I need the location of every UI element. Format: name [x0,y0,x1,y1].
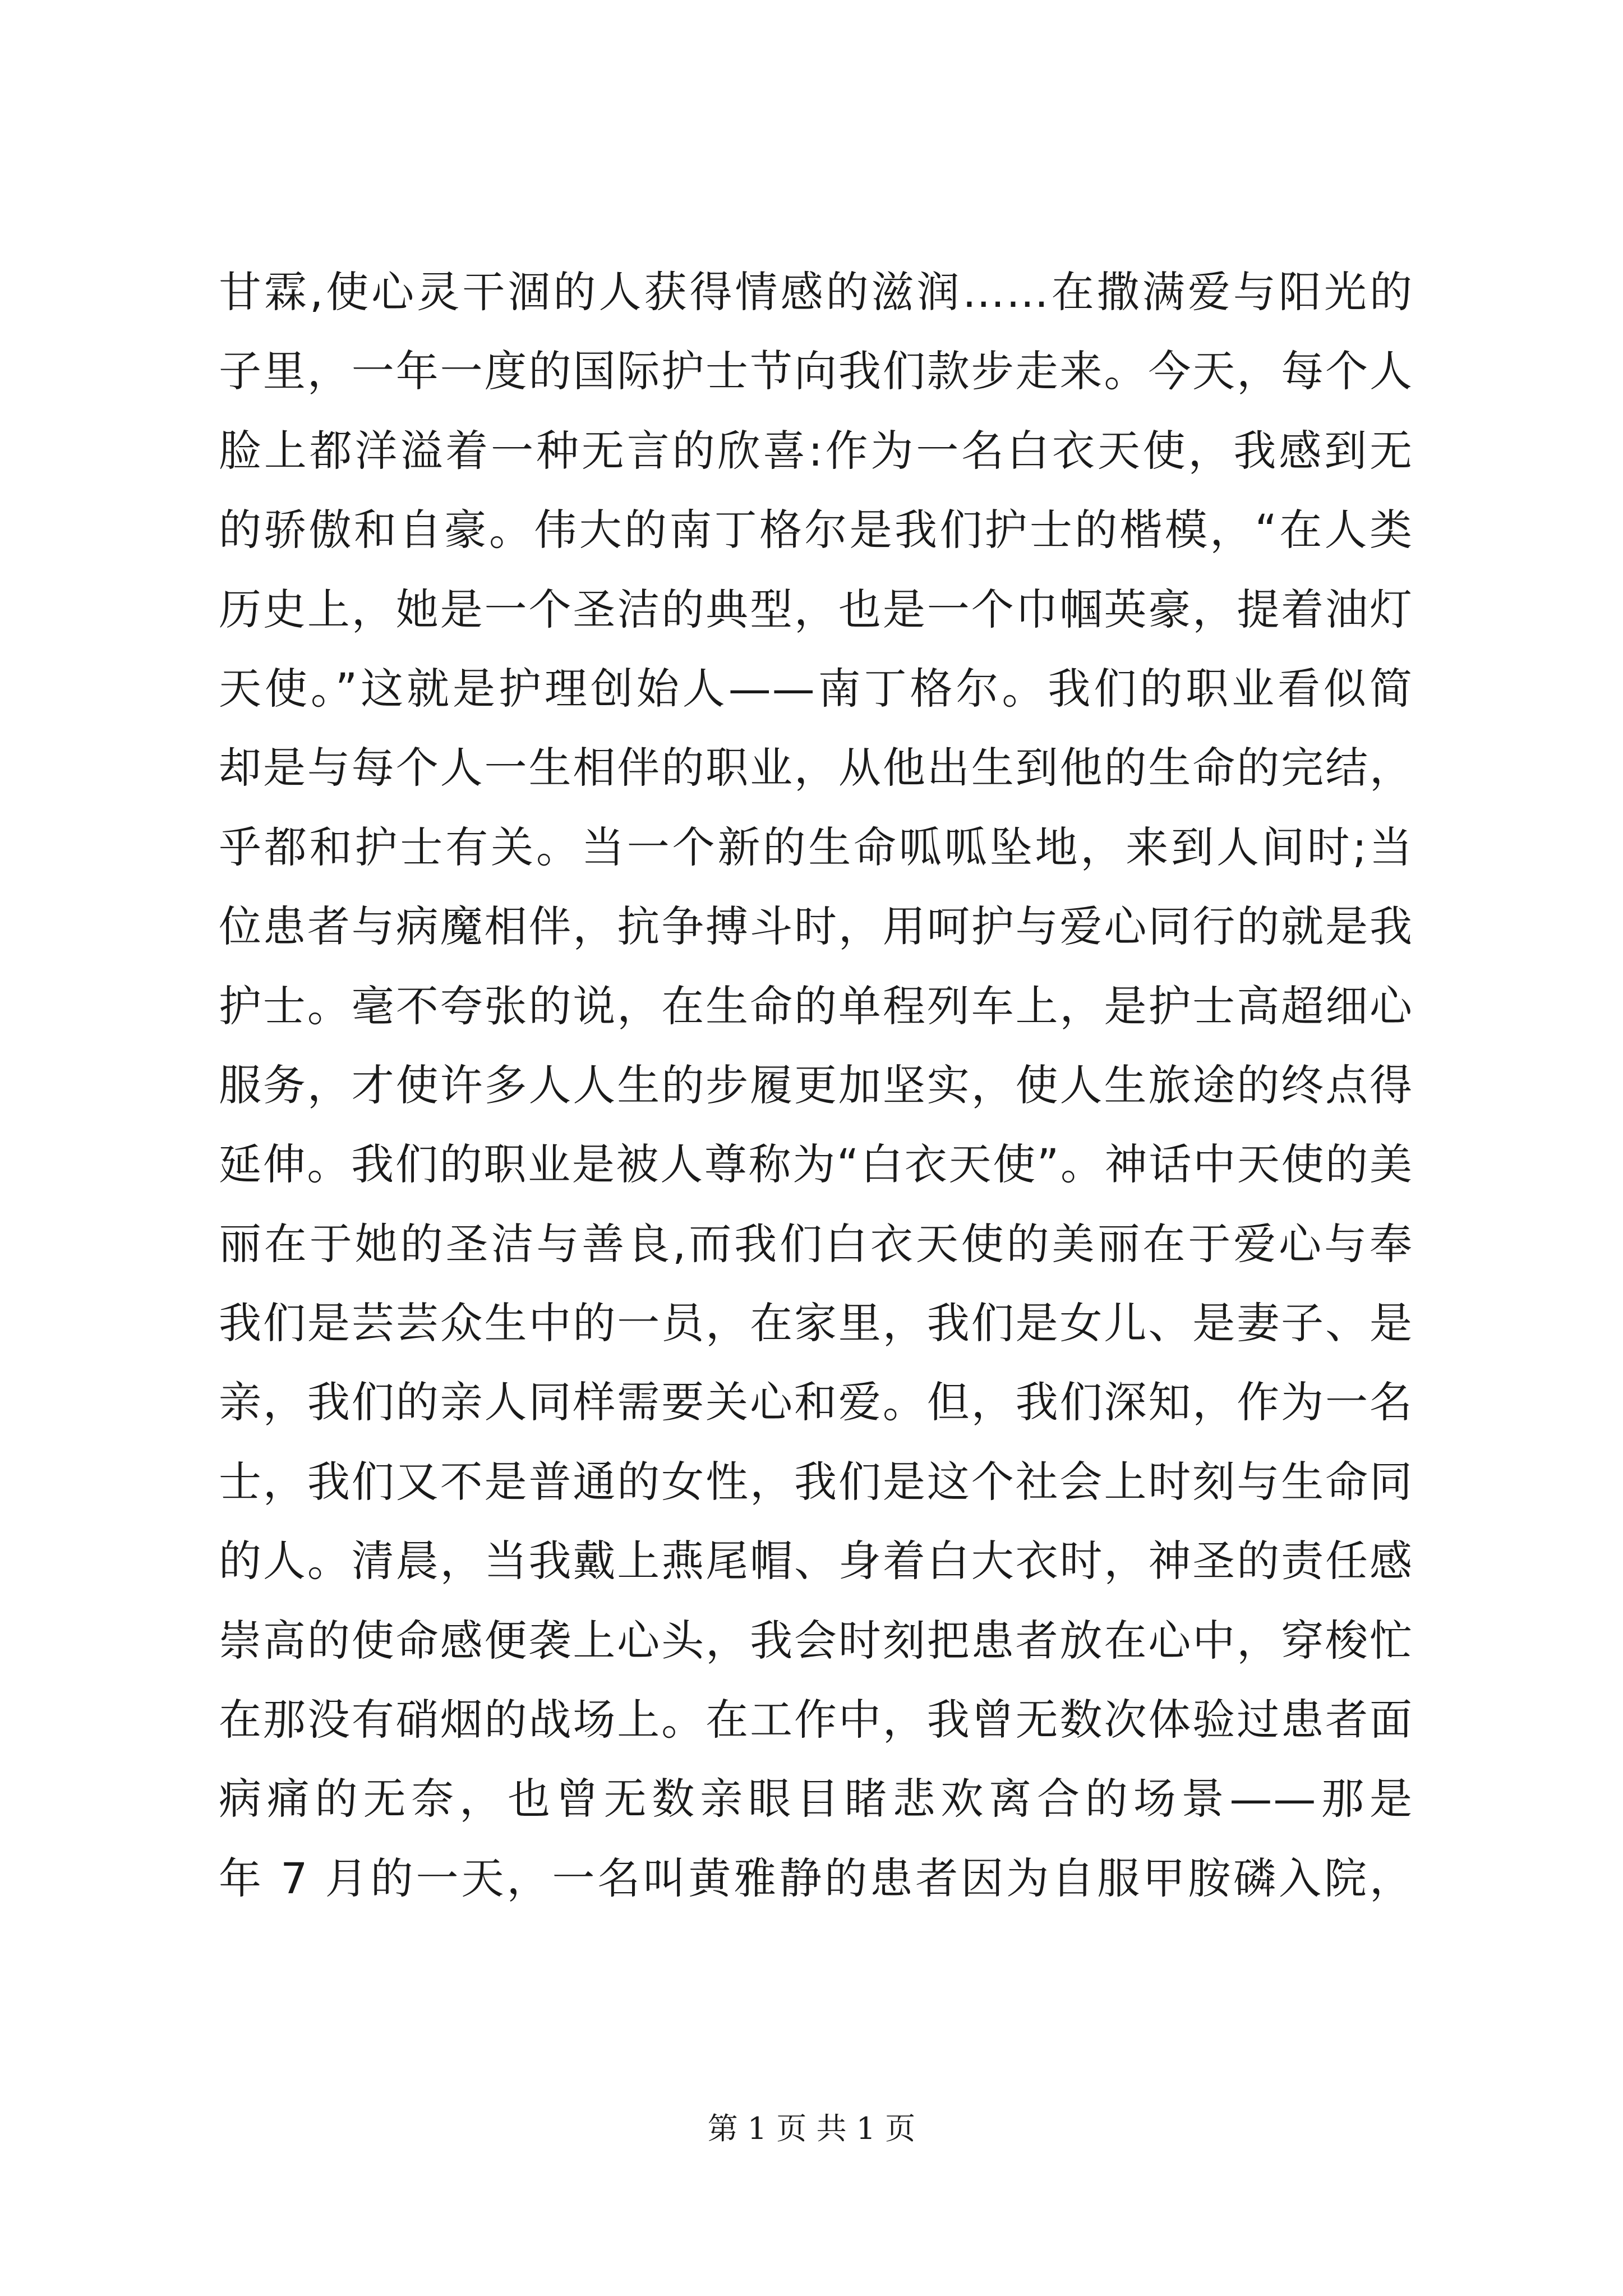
text-line: 历史上，她是一个圣洁的典型，也是一个巾帼英豪，提着油灯 [219,584,1413,634]
text-line: 崇高的使命感便袭上心头，我会时刻把患者放在心中，穿梭忙 [219,1615,1413,1665]
text-line: 我们是芸芸众生中的一员，在家里，我们是女儿、是妻子、是 [219,1298,1413,1349]
text-line: 的骄傲和自豪。伟大的南丁格尔是我们护士的楷模，“在人类 [219,505,1413,555]
text-line: 士，我们又不是普通的女性，我们是这个社会上时刻与生命同 [219,1456,1413,1507]
text-line: 甘霖,使心灵干涸的人获得情感的滋润……在撒满爱与阳光的 [219,267,1413,317]
text-line: 在那没有硝烟的战场上。在工作中，我曾无数次体验过患者面 [219,1695,1413,1745]
text-line: 的人。清晨，当我戴上燕尾帽、身着白大衣时，神圣的责任感 [219,1536,1413,1586]
page-footer [0,2105,1623,2148]
text-line: 年 7 月的一天，一名叫黄雅静的患者因为自服甲胺磷入院， [219,1853,1413,1903]
text-line: 天使。”这就是护理创始人——南丁格尔。我们的职业看似简 [219,663,1413,714]
text-line: 延伸。我们的职业是被人尊称为“白衣天使”。神话中天使的美 [219,1139,1413,1190]
text-line: 护士。毫不夸张的说，在生命的单程列车上，是护士高超细心 [219,981,1413,1031]
text-line: 病痛的无奈，也曾无数亲眼目睹悲欢离合的场景——那是 [219,1774,1413,1824]
text-line: 却是与每个人一生相伴的职业，从他出生到他的生命的完结， [219,743,1413,793]
text-line: 丽在于她的圣洁与善良,而我们白衣天使的美丽在于爱心与奉 [219,1218,1413,1269]
text-line: 子里，一年一度的国际护士节向我们款步走来。今天，每个人 [219,346,1413,397]
text-line: 脸上都洋溢着一种无言的欣喜:作为一名白衣天使，我感到无 [219,425,1413,476]
text-line: 亲，我们的亲人同样需要关心和爱。但，我们深知，作为一名 [219,1377,1413,1428]
text-line: 乎都和护士有关。当一个新的生命呱呱坠地，来到人间时;当 [219,822,1413,872]
text-line: 服务，才使许多人人生的步履更加坚实，使人生旅途的终点得 [219,1060,1413,1110]
body-text [219,252,1413,1918]
page-number: 第 1 页 共 1 页 [707,2111,916,2146]
text-line: 位患者与病魔相伴，抗争搏斗时，用呵护与爱心同行的就是我 [219,901,1413,952]
